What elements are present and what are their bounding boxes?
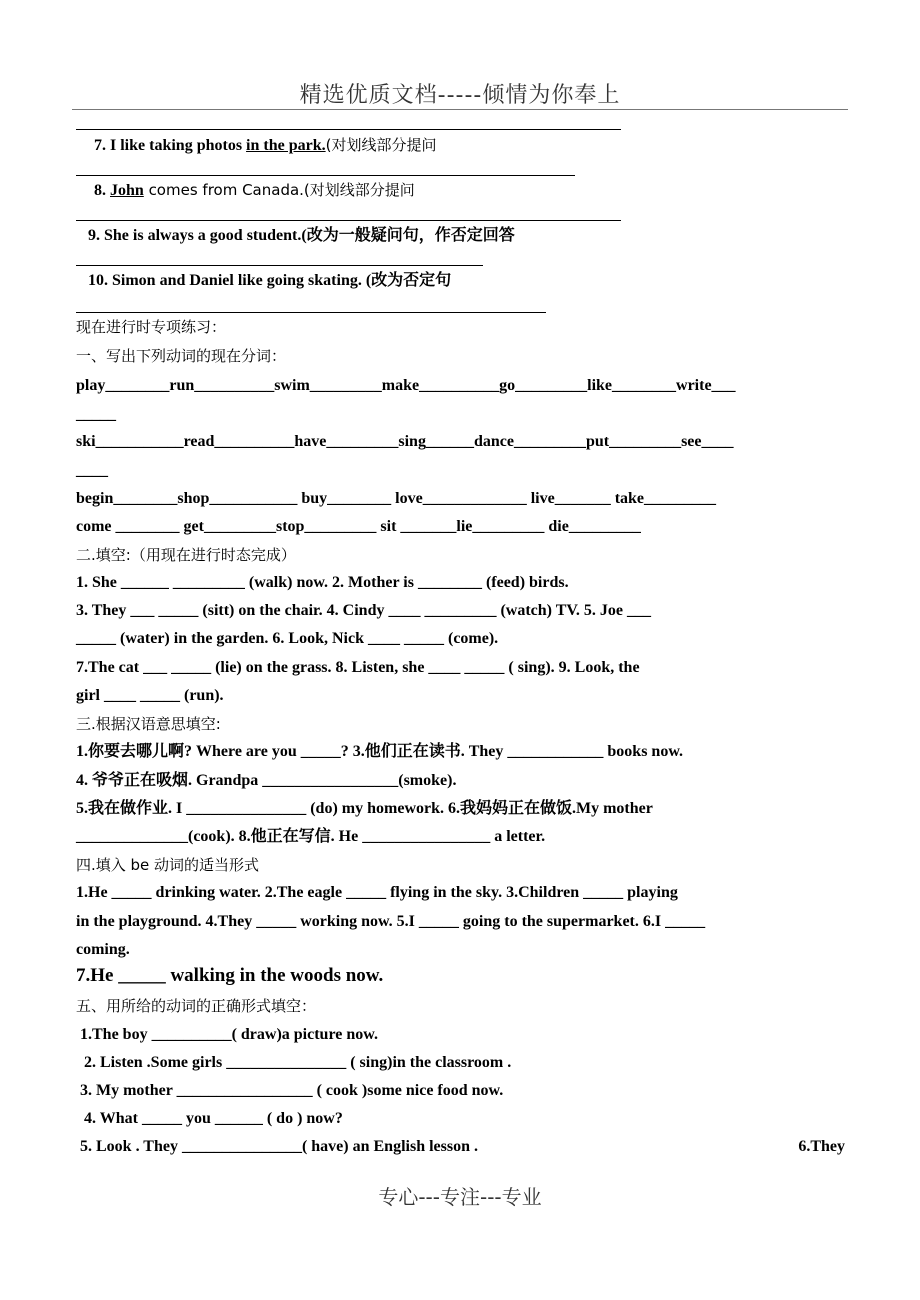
question-10: 10. Simon and Daniel like going skating. (改为否定句 — [88, 272, 452, 289]
verb-row-2-cont: ____ — [76, 462, 108, 479]
header-rule — [72, 109, 848, 110]
verb-row-3: begin________shop___________ buy________ love_____________ live_______ take_________ — [76, 490, 717, 507]
answer-line[interactable] — [76, 175, 575, 176]
sec5-line-3: 3. My mother _________________ ( cook )some nice food now. — [80, 1082, 504, 1099]
answer-line[interactable] — [76, 312, 546, 313]
verb-row-1: play________run__________swim_________make__________go_________like________write___ — [76, 377, 736, 394]
section-5-heading: 五、用所给的动词的正确形式填空： — [76, 997, 317, 1015]
section-3-heading: 三.根据汉语意思填空: — [76, 715, 221, 733]
sec3-line-3: 5.我在做作业. I _______________ (do) my homework. 6.我妈妈正在做饭.My mother — [76, 800, 653, 817]
section-1-heading: 一、写出下列动词的现在分词： — [76, 347, 287, 365]
page-header: 精选优质文档-----倾情为你奉上 — [299, 83, 621, 108]
question-9: 9. She is always a good student.(改为一般疑问句，作否定回答 — [88, 227, 515, 244]
sec3-line-4: ______________(cook). 8.他正在写信. He ________________ a letter. — [76, 828, 546, 845]
sec5-item-6-start: 6.They — [798, 1138, 845, 1155]
underlined-word: John — [110, 182, 144, 199]
sec4-line-2: in the playground. 4.They _____ working now. 5.I _____ going to the supermarket. 6.I _____ — [76, 913, 706, 930]
sec5-line-2: 2. Listen .Some girls _______________ ( sing)in the classroom . — [84, 1054, 512, 1071]
sec2-line-4: 7.The cat ___ _____ (lie) on the grass. 8. Listen, she ____ _____ ( sing). 9. Look, the — [76, 659, 640, 676]
sec2-line-1: 1. She ______ _________ (walk) now. 2. Mother is ________ (feed) birds. — [76, 574, 569, 591]
question-8: 8. John comes from Canada.(对划线部分提问 — [94, 181, 415, 199]
section-4-heading: 四.填入 be 动词的适当形式 — [76, 856, 260, 874]
sec5-line-4: 4. What _____ you ______ ( do ) now? — [84, 1110, 343, 1127]
sec3-line-2: 4. 爷爷正在吸烟. Grandpa _________________(smoke). — [76, 772, 457, 789]
verb-row-4: come ________ get_________stop_________ sit _______lie_________ die_________ — [76, 518, 641, 535]
sec2-line-3: _____ (water) in the garden. 6. Look, Nick ____ _____ (come). — [76, 630, 499, 647]
sec4-line-4: 7.He _____ walking in the woods now. — [76, 965, 384, 986]
page-footer: 专心---专注---专业 — [378, 1185, 542, 1209]
sec4-line-3: coming. — [76, 941, 130, 958]
section-2-heading: 二.填空:（用现在进行时态完成） — [76, 546, 296, 564]
section-title: 现在进行时专项练习： — [76, 318, 227, 336]
sec5-item-5: 5. Look . They _______________( have) an English lesson . — [80, 1138, 478, 1155]
answer-line[interactable] — [76, 265, 483, 266]
sec4-line-1: 1.He _____ drinking water. 2.The eagle _____ flying in the sky. 3.Children _____ playing — [76, 884, 678, 901]
sec5-line-1: 1.The boy __________( draw)a picture now. — [80, 1026, 378, 1043]
sec2-line-2: 3. They ___ _____ (sitt) on the chair. 4. Cindy ____ _________ (watch) TV. 5. Joe ___ — [76, 602, 651, 619]
sec5-line-5 — [80, 1137, 845, 1157]
answer-line[interactable] — [76, 129, 621, 130]
underlined-phrase: in the park. — [246, 137, 326, 154]
verb-row-2: ski___________read__________have_________sing______dance_________put_________see____ — [76, 433, 734, 450]
verb-row-1-cont: _____ — [76, 406, 116, 423]
question-7: 7. I like taking photos in the park.(对划线部分提问 — [94, 136, 437, 154]
sec2-line-5: girl ____ _____ (run). — [76, 687, 224, 704]
answer-line[interactable] — [76, 220, 621, 221]
sec3-line-1: 1.你要去哪儿啊? Where are you _____? 3.他们正在读书. They ____________ books now. — [76, 743, 683, 760]
